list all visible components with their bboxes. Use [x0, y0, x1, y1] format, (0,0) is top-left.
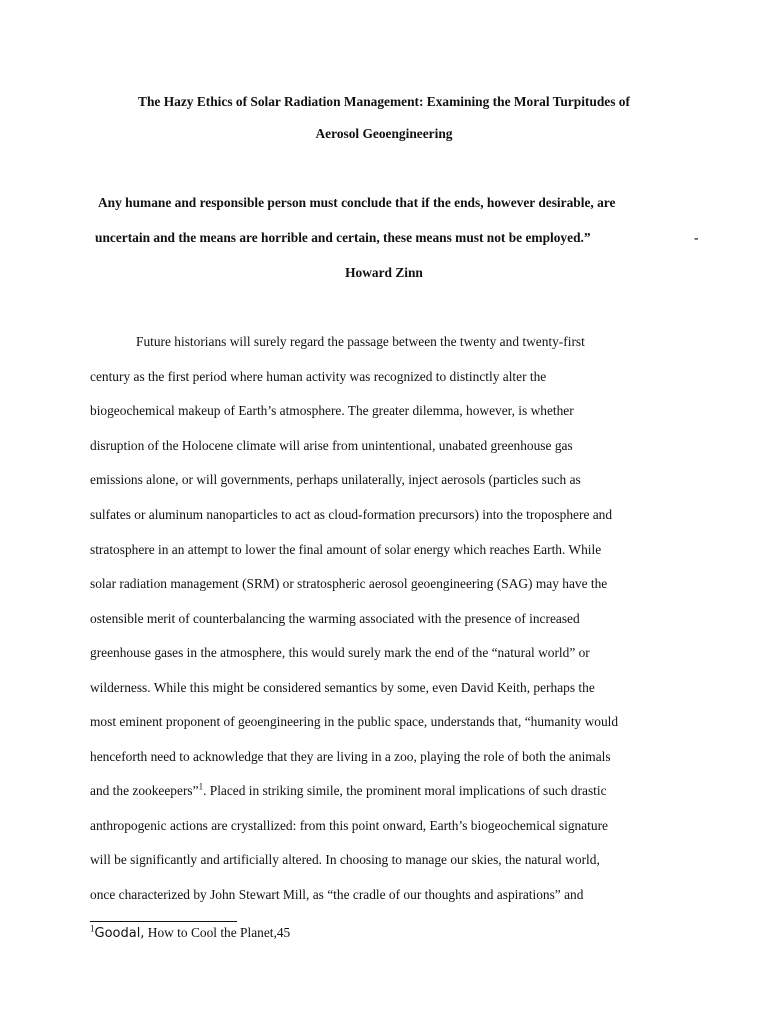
footnote-text: How to Cool the Planet,45: [144, 925, 291, 940]
body-line-7: stratosphere in an attempt to lower the final amount of solar energy which reaches Earth. While: [90, 542, 602, 557]
body-line-11: wilderness. While this might be considered semantics by some, even David Keith, perhaps the: [90, 680, 595, 695]
epigraph-dash: -: [694, 230, 699, 245]
epigraph-line-2: uncertain and the means are horrible and certain, these means must not be employed.”: [95, 230, 591, 245]
body-line-3: biogeochemical makeup of Earth’s atmosphere. The greater dilemma, however, is whether: [90, 403, 574, 418]
body-line-14-end: . Placed in striking simile, the prominent moral implications of such drastic: [203, 783, 607, 798]
body-line-1: Future historians will surely regard the passage between the twenty and twenty-first: [136, 334, 585, 349]
body-line-8: solar radiation management (SRM) or stratospheric aerosol geoengineering (SAG) may have the: [90, 576, 608, 591]
footnote-reference[interactable]: 1: [198, 781, 204, 792]
body-line-12: most eminent proponent of geoengineering in the public space, understands that, “humanity would: [90, 714, 619, 729]
body-line-13: henceforth need to acknowledge that they are living in a zoo, playing the role of both the animals: [90, 749, 611, 764]
footnote-author: Goodal,: [94, 926, 145, 941]
footnote: [90, 925, 290, 941]
epigraph-author: Howard Zinn: [345, 265, 423, 280]
body-line-5: emissions alone, or will governments, perhaps unilaterally, inject aerosols (particles such as: [90, 472, 581, 487]
body-line-15: anthropogenic actions are crystallized: from this point onward, Earth’s biogeochemical signature: [90, 818, 608, 833]
footnote-marker: 1: [90, 923, 95, 934]
document-title-line-1: The Hazy Ethics of Solar Radiation Management: Examining the Moral Turpitudes of: [138, 94, 630, 109]
body-line-6: sulfates or aluminum nanoparticles to act as cloud-formation precursors) into the troposphere and: [90, 507, 613, 522]
footnote-separator: [90, 921, 237, 922]
body-line-9: ostensible merit of counterbalancing the warming associated with the presence of increased: [90, 611, 580, 626]
document-title-line-2: Aerosol Geoengineering: [315, 126, 453, 141]
body-line-2: century as the first period where human activity was recognized to distinctly alter the: [90, 369, 547, 384]
epigraph-line-1: Any humane and responsible person must conclude that if the ends, however desirable, are: [98, 195, 616, 210]
body-line-14-start: and the zookeepers”: [90, 783, 199, 798]
body-line-10: greenhouse gases in the atmosphere, this would surely mark the end of the “natural world” or: [90, 645, 590, 660]
body-line-4: disruption of the Holocene climate will arise from unintentional, unabated greenhouse gas: [90, 438, 573, 453]
body-line-14: [90, 783, 607, 799]
body-line-16: will be significantly and artificially altered. In choosing to manage our skies, the natural world,: [90, 852, 600, 867]
body-line-17: once characterized by John Stewart Mill, as “the cradle of our thoughts and aspirations” and: [90, 887, 584, 902]
